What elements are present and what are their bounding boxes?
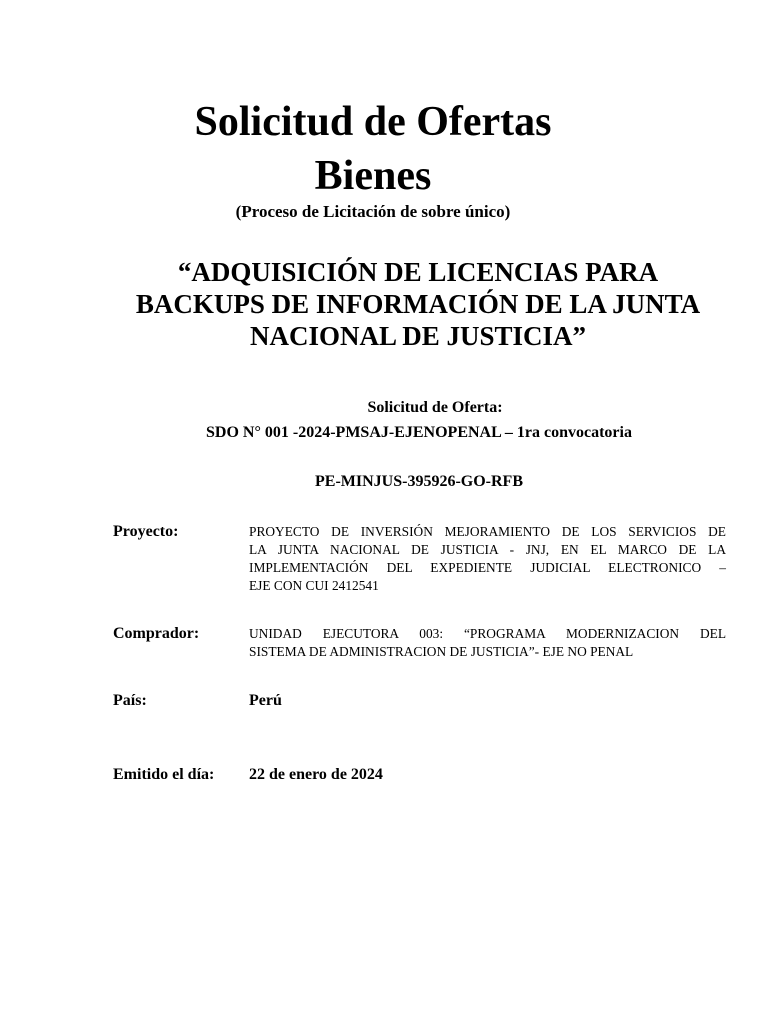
- proyecto-line: IMPLEMENTACIÓN DEL EXPEDIENTE JUDICIAL ELECTRONICO –: [249, 560, 726, 575]
- pais-value: Perú: [249, 692, 282, 709]
- comprador-label: Comprador:: [113, 625, 200, 642]
- reference-code: PE-MINJUS-395926-GO-RFB: [315, 473, 523, 490]
- comprador-line: UNIDAD EJECUTORA 003: “PROGRAMA MODERNIZACION DEL: [249, 626, 726, 641]
- proyecto-value: [249, 523, 726, 595]
- emitido-label: Emitido el día:: [113, 766, 215, 783]
- sdo-number: SDO N° 001 -2024-PMSAJ-EJENOPENAL – 1ra convocatoria: [206, 424, 632, 441]
- heading-line: “ADQUISICIÓN DE LICENCIAS PARA: [177, 257, 659, 287]
- comprador-line: SISTEMA DE ADMINISTRACION DE JUSTICIA”- EJE NO PENAL: [249, 644, 634, 659]
- emitido-value: 22 de enero de 2024: [249, 766, 383, 783]
- proyecto-line: PROYECTO DE INVERSIÓN MEJORAMIENTO DE LOS SERVICIOS DE: [249, 524, 726, 539]
- proyecto-label: Proyecto:: [113, 523, 179, 540]
- document-title: Solicitud de Ofertas: [194, 99, 552, 145]
- comprador-value: [249, 625, 726, 661]
- heading-line: BACKUPS DE INFORMACIÓN DE LA JUNTA: [135, 289, 701, 319]
- pais-label: País:: [113, 692, 147, 709]
- proyecto-line: EJE CON CUI 2412541: [249, 578, 379, 593]
- document-title-category: Bienes: [314, 153, 432, 199]
- document-subtitle: (Proceso de Licitación de sobre único): [235, 202, 511, 221]
- sdo-label: Solicitud de Oferta:: [367, 399, 503, 416]
- heading-line: NACIONAL DE JUSTICIA”: [249, 321, 587, 351]
- proyecto-line: LA JUNTA NACIONAL DE JUSTICIA - JNJ, EN EL MARCO DE LA: [249, 542, 726, 557]
- procurement-heading: [100, 256, 736, 352]
